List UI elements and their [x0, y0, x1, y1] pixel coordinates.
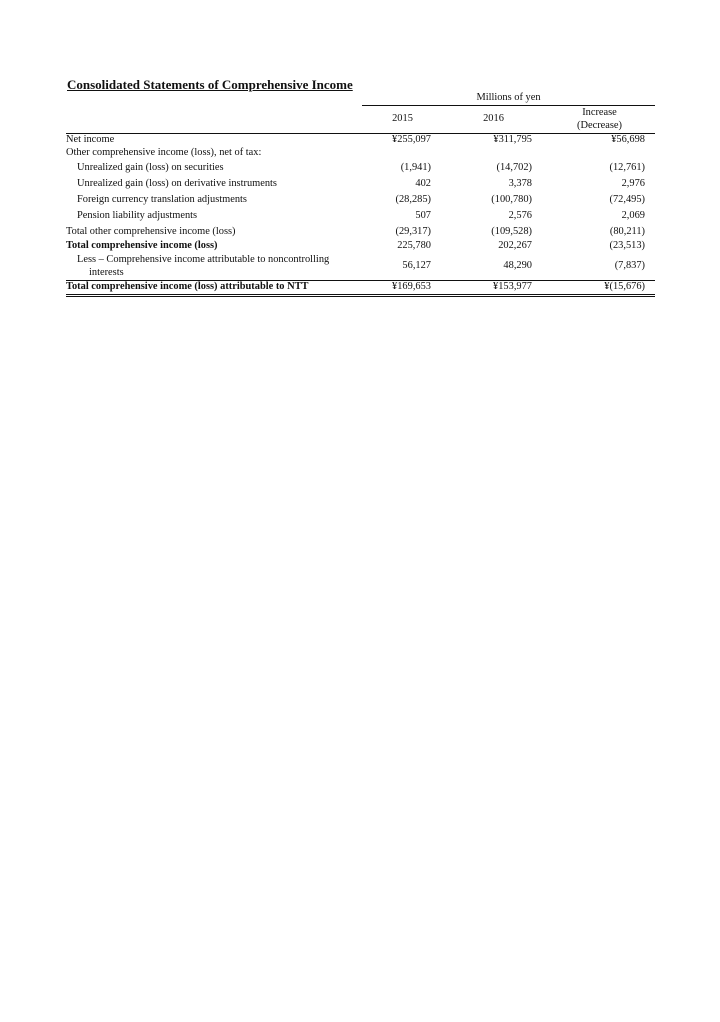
- value-increase: (23,513): [609, 240, 645, 252]
- value-increase: ¥56,698: [611, 134, 645, 146]
- table-row-oci-heading: [66, 147, 655, 160]
- value-2016: (109,528): [491, 225, 532, 237]
- unit-header-row: [66, 92, 655, 106]
- value-2015: (28,285): [395, 193, 431, 205]
- value-increase: [544, 147, 655, 160]
- value-2016: 2,576: [508, 209, 532, 221]
- value-2016: ¥311,795: [493, 134, 532, 146]
- row-label-line2: interests: [89, 266, 124, 278]
- value-increase: (12,761): [609, 161, 645, 173]
- column-header-2015: 2015: [362, 106, 443, 134]
- row-label: Unrealized gain (loss) on derivative instruments: [77, 177, 277, 189]
- header-blank-cell: [66, 106, 362, 134]
- value-2015: 507: [415, 209, 431, 221]
- value-2015: ¥255,097: [392, 134, 431, 146]
- row-label-line1: Less – Comprehensive income attributable to noncontrolling: [77, 254, 330, 266]
- value-2016: ¥153,977: [443, 281, 544, 296]
- column-header-increase: [544, 106, 655, 134]
- row-label: Pension liability adjustments: [77, 209, 198, 221]
- row-label: Total other comprehensive income (loss): [66, 225, 236, 237]
- row-label: Other comprehensive income (loss), net of tax:: [66, 147, 262, 159]
- statement-title: Consolidated Statements of Comprehensive Income: [67, 77, 353, 92]
- column-header-2016: 2016: [443, 106, 544, 134]
- value-increase: (7,837): [614, 260, 645, 272]
- table-row-total-attributable-ntt: [66, 281, 655, 296]
- value-increase: 2,069: [621, 209, 645, 221]
- row-label: Total comprehensive income (loss) attributable to NTT: [66, 281, 362, 296]
- value-increase: 2,976: [621, 177, 645, 189]
- row-label: Foreign currency translation adjustments: [77, 193, 247, 205]
- value-2016: 202,267: [498, 240, 532, 252]
- value-2015: 225,780: [397, 240, 431, 252]
- column-header-row: [66, 106, 655, 134]
- value-2015: [362, 147, 443, 160]
- value-increase: (72,495): [609, 193, 645, 205]
- table-row-securities: [66, 160, 655, 176]
- value-2016: 3,378: [508, 177, 532, 189]
- table-row-total-comprehensive: [66, 240, 655, 253]
- value-2015: (1,941): [400, 161, 431, 173]
- value-2015: 56,127: [402, 260, 431, 272]
- value-2016: (100,780): [491, 193, 532, 205]
- row-label: [66, 253, 362, 281]
- row-label: Net income: [66, 134, 115, 146]
- table-row-pension: [66, 208, 655, 224]
- value-2016: [443, 147, 544, 160]
- value-2016: (14,702): [496, 161, 532, 173]
- row-label: Total comprehensive income (loss): [66, 240, 218, 252]
- table-row-total-oci: [66, 224, 655, 240]
- table-row-net-income: [66, 134, 655, 148]
- unit-blank-cell: [66, 92, 362, 106]
- row-label: Unrealized gain (loss) on securities: [77, 161, 224, 173]
- table-row-derivatives: [66, 176, 655, 192]
- value-2015: (29,317): [395, 225, 431, 237]
- comprehensive-income-table: [66, 92, 655, 297]
- value-2015: ¥169,653: [362, 281, 443, 296]
- column-header-increase-line2: (Decrease): [577, 119, 622, 131]
- table-row-foreign-currency: [66, 192, 655, 208]
- column-header-increase-line1: Increase: [582, 107, 617, 119]
- unit-label: Millions of yen: [362, 92, 655, 106]
- value-2015: 402: [415, 177, 431, 189]
- value-increase: (80,211): [609, 225, 645, 237]
- table-row-noncontrolling: [66, 253, 655, 281]
- value-2016: 48,290: [503, 260, 532, 272]
- value-increase: ¥(15,676): [544, 281, 655, 296]
